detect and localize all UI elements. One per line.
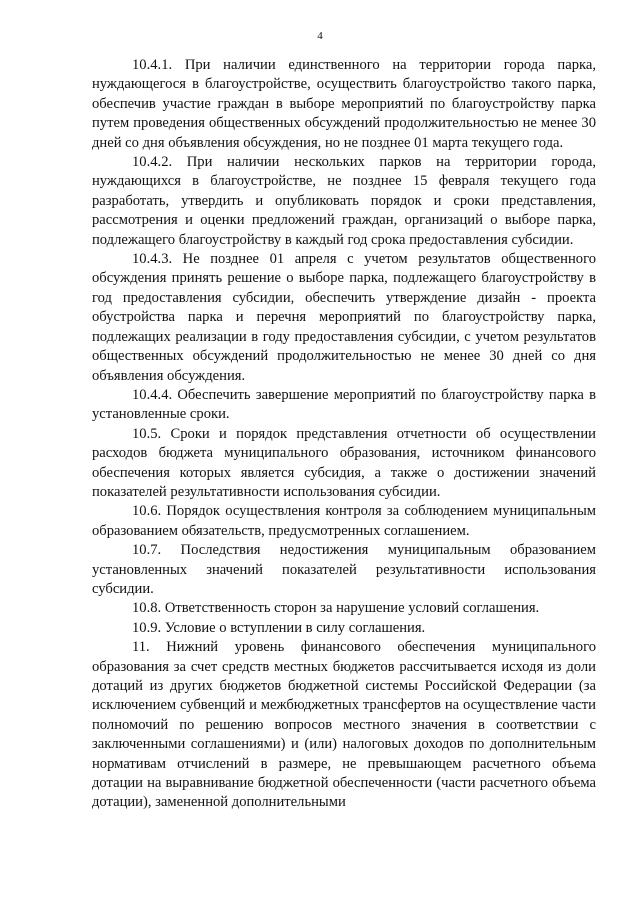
paragraph-10-8: 10.8. Ответственность сторон за нарушение условий соглашения. <box>132 600 540 617</box>
paragraph-10-4-4: 10.4.4. Обеспечить завершение мероприятий по благоустройству парка в установленные сроки. <box>92 386 596 423</box>
paragraph-10-4-2: 10.4.2. При наличии нескольких парков на территории города, нуждающихся в благоустройстве, не позднее 15 февраля текущего года разработать, утвердить и опубликовать порядок и сроки представления, рассмотрения и оценки предложений граждан, организаций о выборе парка, подлежащего благоустройству в каждый год срока предоставления субсидии. <box>92 154 596 248</box>
document-body <box>92 56 596 813</box>
paragraph-10-6: 10.6. Порядок осуществления контроля за соблюдением муниципальным образованием обязательств, предусмотренных соглашением. <box>92 503 596 539</box>
page-number: 4 <box>317 30 323 42</box>
paragraph-10-4-3: 10.4.3. Не позднее 01 апреля с учетом результатов общественного обсуждения принять решение о выборе парка, подлежащего благоустройству в год предоставления субсидии, обеспечить утверждение дизайн - проекта обустройства парка и перечня мероприятий по благоустройству парка, подлежащих реализации в году предоставления субсидии, с учетом результатов общественных обсуждений продолжительностью не менее 30 дней со дня объявления обсуждения. <box>92 251 596 384</box>
paragraph-10-4-1: 10.4.1. При наличии единственного на территории города парка, нуждающегося в благоустройстве, осуществить благоустройство такого парка, обеспечив участие граждан в выборе мероприятий по благоустройству парка путем проведения общественных обсуждений продолжительностью не менее 30 дней со дня объявления обсуждения, но не позднее 01 марта текущего года. <box>92 57 596 151</box>
paragraph-10-5: 10.5. Сроки и порядок представления отчетности об осуществлении расходов бюджета муниципального образования, источником финансового обеспечения которых является субсидия, а также о достижении значений показателей результативности использования субсидии. <box>92 425 596 500</box>
paragraph-10-9: 10.9. Условие о вступлении в силу соглашения. <box>132 619 426 636</box>
paragraph-10-7: 10.7. Последствия недостижения муниципальным образованием установленных значений показателей результативности использования субсидии. <box>92 542 596 597</box>
paragraph-11: 11. Нижний уровень финансового обеспечения муниципального образования за счет средств местных бюджетов рассчитывается исходя из доли дотаций из других бюджетов бюджетной системы Российской Федерации (за исключением субвенций и межбюджетных трансфертов на осуществление части полномочий по решению вопросов местного значения в соответствии с заключенными соглашениями) и (или) налоговых доходов по дополнительным нормативам отчислений в размере, не превышающем расчетного объема дотации на выравнивание бюджетной обеспеченности (части расчетного объема дотации), замененной дополнительными <box>92 639 596 811</box>
